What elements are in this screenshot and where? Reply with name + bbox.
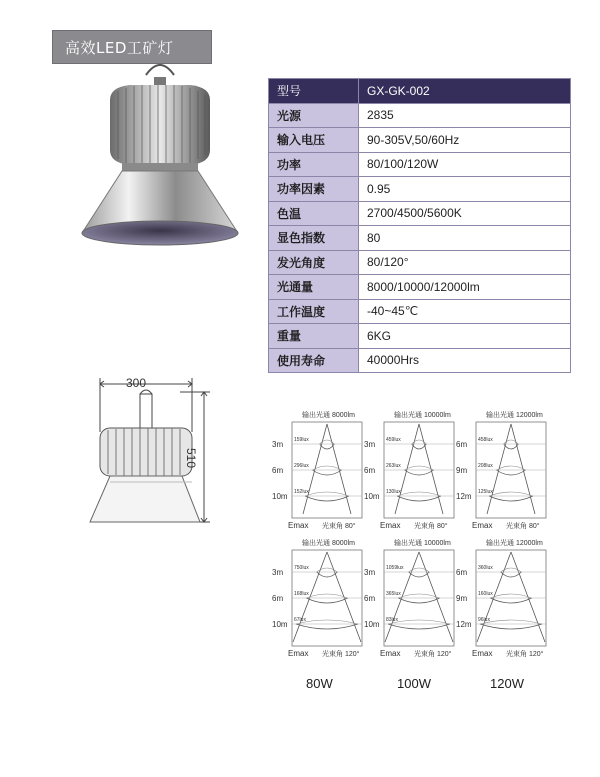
distance-label: 3m: [364, 440, 376, 449]
beam-curve: [504, 444, 519, 449]
spec-value: 80/100/120W: [359, 152, 571, 177]
distance-label: 10m: [272, 620, 288, 629]
spec-value: 8000/10000/12000lm: [359, 275, 571, 300]
spec-key: 使用寿命: [269, 348, 359, 373]
lux-label: 208lux: [478, 463, 493, 469]
emax-label: Emax: [288, 649, 309, 658]
lux-label: 125lux: [478, 489, 493, 495]
distance-label: 12m: [456, 620, 472, 629]
spec-row: [269, 103, 571, 128]
spec-key: 重量: [269, 324, 359, 349]
spec-row: [269, 299, 571, 324]
lux-label: 750lux: [294, 565, 309, 571]
beam-curve: [398, 598, 439, 603]
beam-curve: [490, 594, 531, 598]
spec-row: [269, 152, 571, 177]
spec-row: [269, 275, 571, 300]
lux-label: 459lux: [386, 437, 401, 443]
beam-curve: [412, 444, 427, 449]
beam-curve: [312, 470, 341, 475]
beam-diagram: [456, 410, 546, 530]
beam-angle-label: 光束角 120°: [322, 651, 360, 658]
beam-curve: [480, 624, 542, 629]
spec-row: [269, 324, 571, 349]
wattage-label: 100W: [397, 676, 431, 691]
emax-label: Emax: [288, 521, 309, 530]
dimension-width: 300: [126, 376, 147, 390]
beam-diagram: [456, 538, 546, 658]
spec-key: 功率: [269, 152, 359, 177]
beam-diagram: [272, 410, 362, 530]
spec-key: 工作温度: [269, 299, 359, 324]
wattage-label: 80W: [306, 676, 333, 691]
lux-label: 263lux: [386, 463, 401, 469]
beam-angle-label: 光束角 80°: [322, 523, 356, 530]
emax-label: Emax: [472, 649, 493, 658]
beam-curve: [404, 466, 433, 470]
distance-label: 6m: [456, 568, 468, 577]
beam-curve: [305, 496, 349, 501]
spec-value: 0.95: [359, 177, 571, 202]
beam-curve: [398, 594, 439, 598]
distance-label: 9m: [456, 466, 468, 475]
distance-label: 6m: [456, 440, 468, 449]
beam-diagram: [272, 538, 362, 658]
lux-label: 83lux: [386, 617, 398, 623]
lux-label: 360lux: [478, 565, 493, 571]
spec-key: 色温: [269, 201, 359, 226]
lamp-product-image: [60, 55, 260, 255]
spec-value: 90-305V,50/60Hz: [359, 128, 571, 153]
lux-label: 67lux: [294, 617, 306, 623]
beam-curve: [489, 492, 533, 496]
spec-key: 功率因素: [269, 177, 359, 202]
spec-value: 2835: [359, 103, 571, 128]
beam-curve: [306, 598, 347, 603]
beam-curve: [320, 444, 335, 449]
spec-key: 光通量: [269, 275, 359, 300]
spec-key: 光源: [269, 103, 359, 128]
lux-label: 1059lux: [386, 565, 404, 571]
page-title: 高效LED工矿灯: [65, 39, 174, 57]
spec-value: 40000Hrs: [359, 348, 571, 373]
lux-label: 458lux: [478, 437, 493, 443]
beam-curve: [317, 572, 338, 577]
spec-key: 型号: [269, 79, 359, 104]
spec-value: GX-GK-002: [359, 79, 571, 104]
lux-label: 296lux: [294, 463, 309, 469]
lux-label: 130lux: [386, 489, 401, 495]
beam-curve: [397, 492, 441, 496]
distance-label: 6m: [272, 466, 284, 475]
lux-label: 96lux: [478, 617, 490, 623]
diagram-flux-label: 输出光通 12000lm: [486, 412, 543, 419]
spec-value: -40~45℃: [359, 299, 571, 324]
beam-diagram: [364, 410, 454, 530]
distance-label: 6m: [364, 466, 376, 475]
spec-value: 6KG: [359, 324, 571, 349]
distance-label: 3m: [272, 568, 284, 577]
dimension-drawing: [80, 372, 220, 532]
spec-row: [269, 79, 571, 104]
beam-curve: [409, 572, 430, 577]
beam-angle-label: 光束角 80°: [414, 523, 448, 530]
lux-label: 152lux: [294, 489, 309, 495]
lux-label: 160lux: [478, 591, 493, 597]
lux-label: 365lux: [386, 591, 401, 597]
beam-curve: [296, 624, 358, 629]
beam-angle-label: 光束角 80°: [506, 523, 540, 530]
beam-curve: [388, 624, 450, 629]
emax-label: Emax: [472, 521, 493, 530]
spec-key: 发光角度: [269, 250, 359, 275]
beam-curve: [490, 598, 531, 603]
spec-key: 显色指数: [269, 226, 359, 251]
distance-label: 10m: [364, 620, 380, 629]
beam-diagram: [364, 538, 454, 658]
diagram-flux-label: 输出光通 8000lm: [302, 540, 355, 547]
diagram-flux-label: 输出光通 12000lm: [486, 540, 543, 547]
spec-row: [269, 128, 571, 153]
spec-row: [269, 177, 571, 202]
dimension-height: 510: [184, 448, 198, 469]
beam-angle-label: 光束角 120°: [414, 651, 452, 658]
spec-table: [268, 78, 571, 373]
beam-angle-label: 光束角 120°: [506, 651, 544, 658]
beam-curve: [397, 496, 441, 501]
distance-label: 3m: [364, 568, 376, 577]
distance-label: 3m: [272, 440, 284, 449]
beam-curve: [501, 572, 522, 577]
beam-curve: [306, 594, 347, 598]
spec-key: 输入电压: [269, 128, 359, 153]
lux-label: 159lux: [294, 437, 309, 443]
wattage-label: 120W: [490, 676, 524, 691]
spec-row: [269, 250, 571, 275]
beam-curve: [496, 470, 525, 475]
spec-row: [269, 226, 571, 251]
distance-label: 10m: [364, 492, 380, 501]
spec-value: 80/120°: [359, 250, 571, 275]
beam-curve: [489, 496, 533, 501]
beam-curve: [305, 492, 349, 496]
beam-curve: [312, 466, 341, 470]
spec-value: 80: [359, 226, 571, 251]
light-distribution-diagrams: [270, 408, 570, 663]
spec-row: [269, 348, 571, 373]
distance-label: 6m: [272, 594, 284, 603]
distance-label: 9m: [456, 594, 468, 603]
lux-label: 168lux: [294, 591, 309, 597]
diagram-flux-label: 输出光通 10000lm: [394, 412, 451, 419]
diagram-flux-label: 输出光通 8000lm: [302, 412, 355, 419]
distance-label: 10m: [272, 492, 288, 501]
distance-label: 12m: [456, 492, 472, 501]
beam-curve: [404, 470, 433, 475]
beam-curve: [496, 466, 525, 470]
emax-label: Emax: [380, 521, 401, 530]
emax-label: Emax: [380, 649, 401, 658]
distance-label: 6m: [364, 594, 376, 603]
diagram-flux-label: 输出光通 10000lm: [394, 540, 451, 547]
spec-value: 2700/4500/5600K: [359, 201, 571, 226]
spec-row: [269, 201, 571, 226]
